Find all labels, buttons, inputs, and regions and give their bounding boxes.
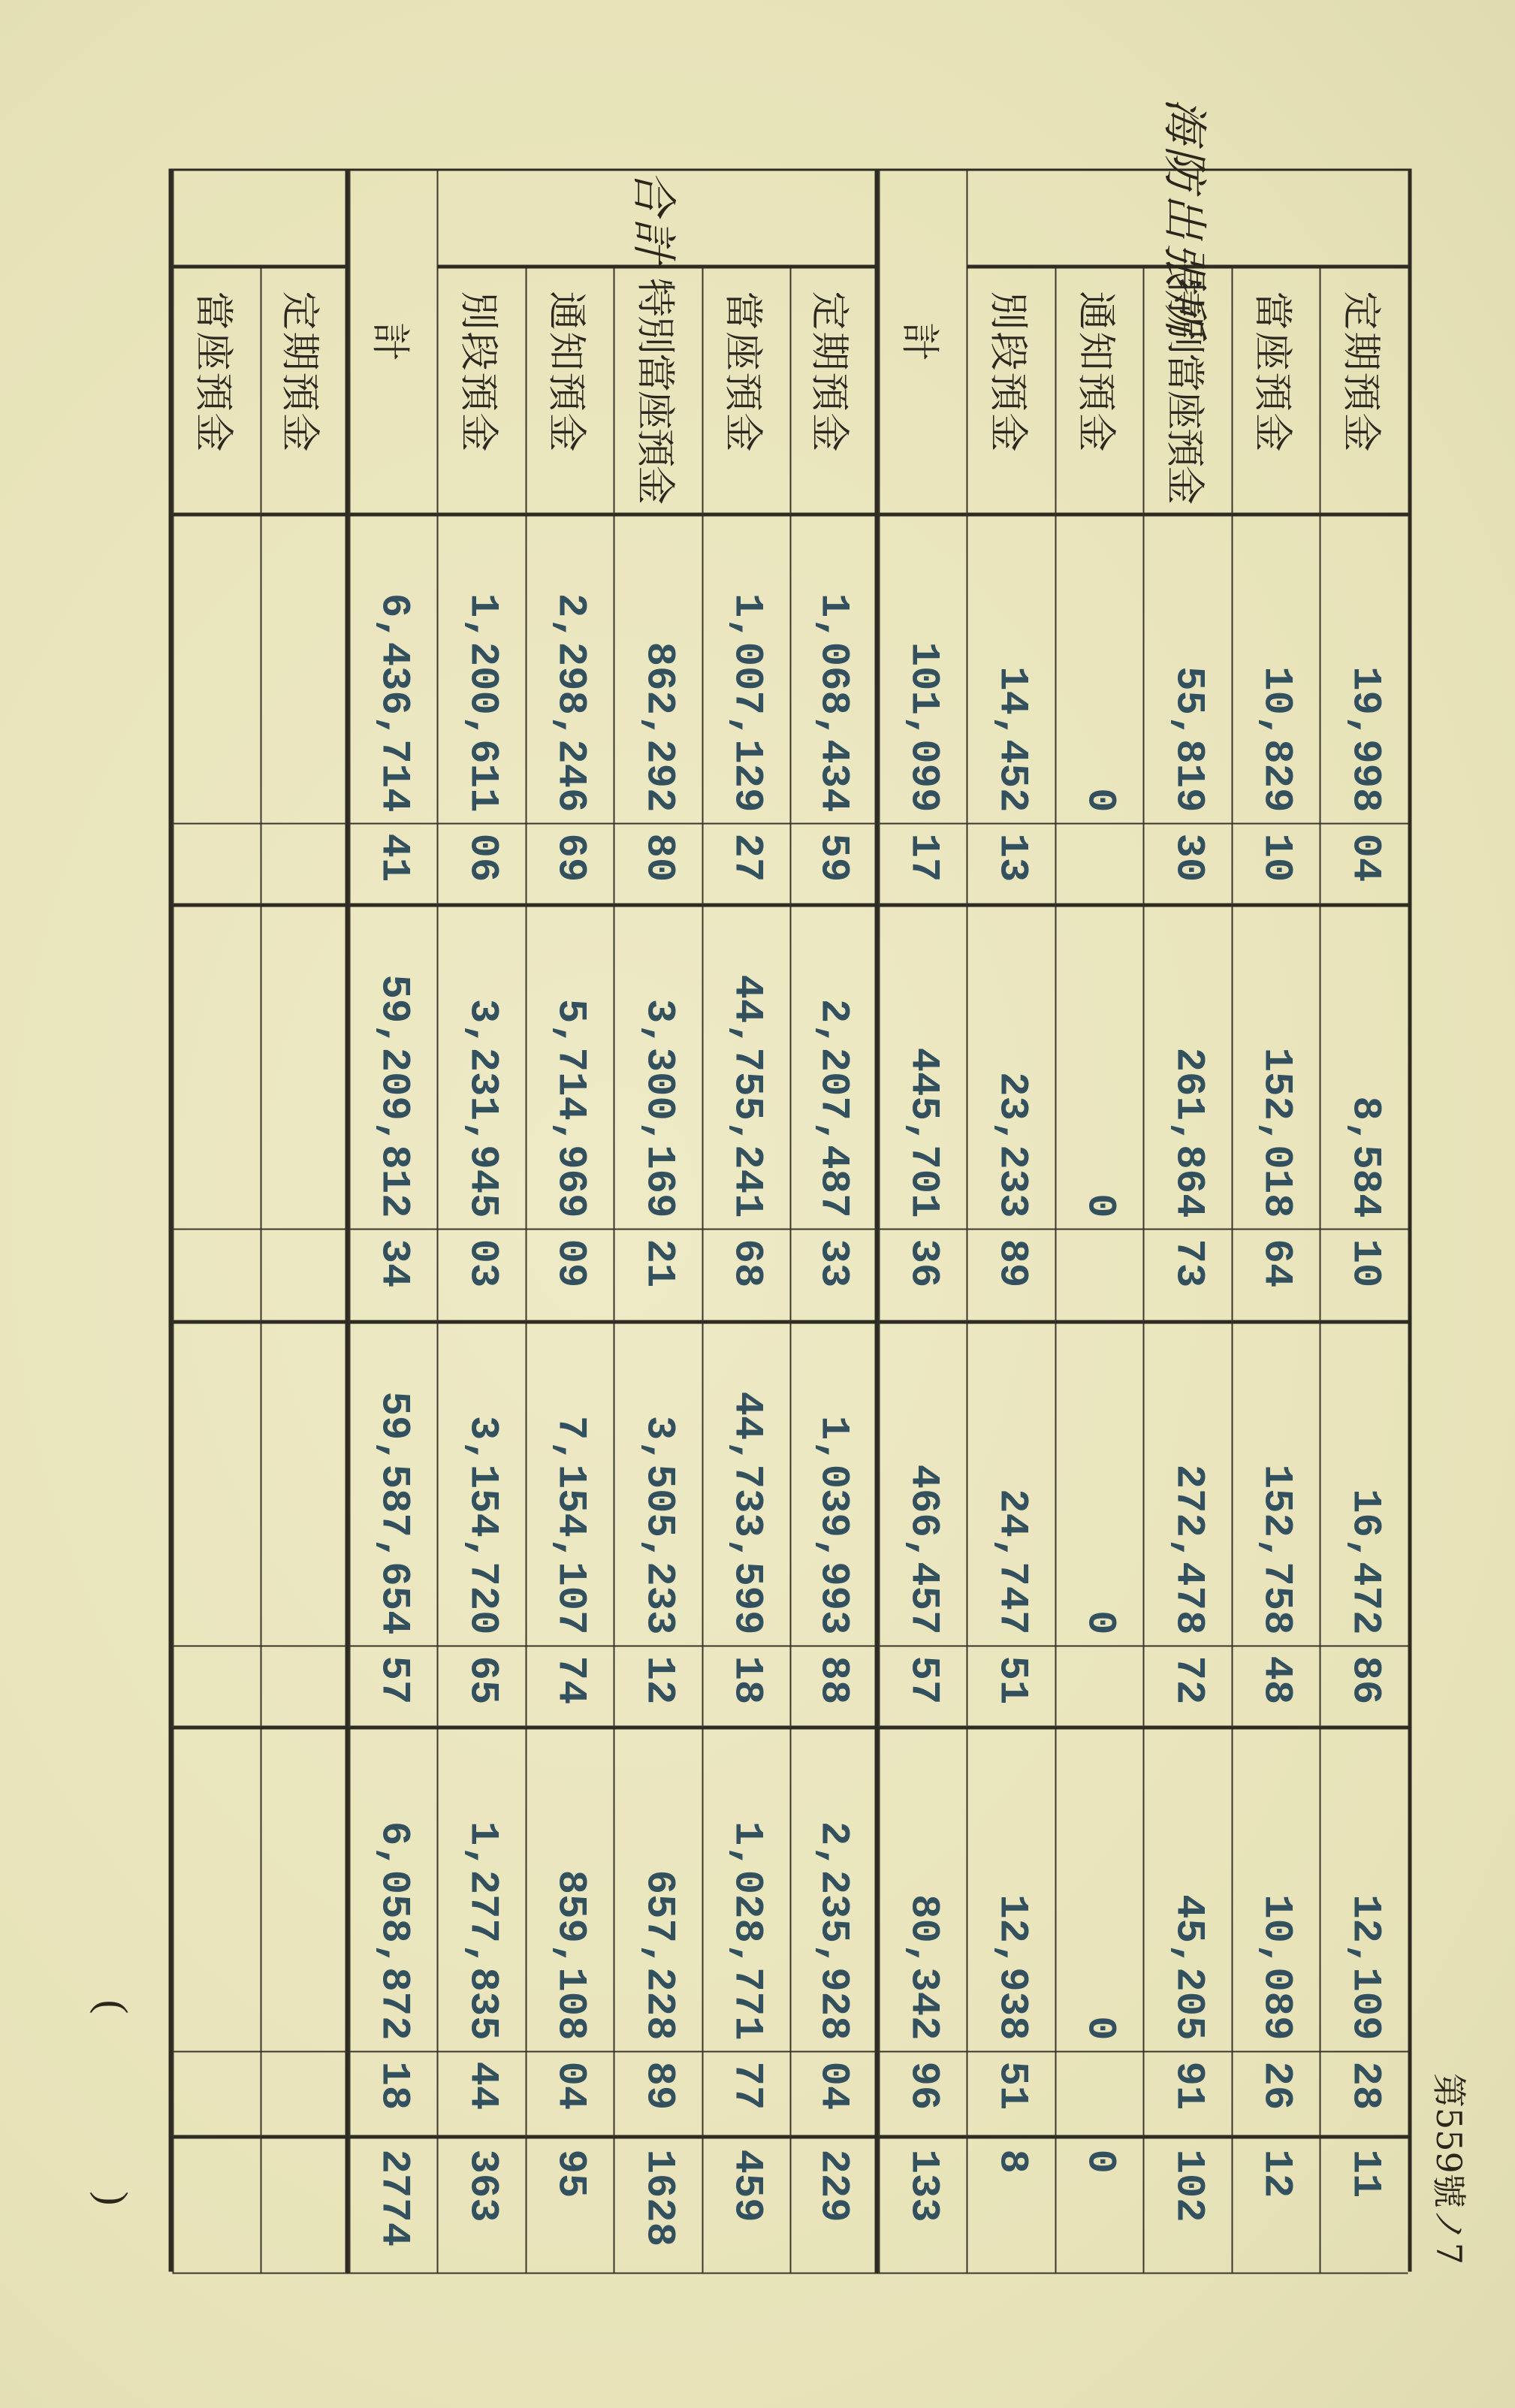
account-count: 0 <box>1055 2139 1144 2274</box>
amount-sen: 09 <box>526 1230 614 1324</box>
amount-yen: 14,452 <box>967 517 1055 825</box>
amount-sen <box>173 2053 261 2139</box>
amount-sen <box>261 1647 349 1730</box>
amount-sen: 10 <box>1232 825 1320 907</box>
amount-yen: 55,819 <box>1143 517 1232 825</box>
account-count: 229 <box>790 2139 879 2274</box>
amount-sen: 28 <box>1320 2053 1408 2139</box>
row-label: 別段預金 <box>437 269 526 517</box>
amount-yen <box>173 517 261 825</box>
total-account-count: 2774 <box>349 2139 438 2274</box>
amount-yen: 862,292 <box>614 517 702 825</box>
amount-yen: 2,207,487 <box>790 907 879 1230</box>
amount-sen: 65 <box>437 1647 526 1730</box>
row-label: 定期預金 <box>261 269 349 517</box>
total-amount-yen: 6,436,714 <box>349 517 438 825</box>
total-amount-sen: 34 <box>349 1230 438 1324</box>
amount-yen: 0 <box>1055 1324 1144 1647</box>
amount-yen: 2,235,928 <box>790 1730 879 2053</box>
amount-sen: 72 <box>1143 1647 1232 1730</box>
account-count: 12 <box>1232 2139 1320 2274</box>
total-amount-yen: 80,342 <box>879 1730 967 2053</box>
deposit-table <box>169 98 1412 2272</box>
total-label: 計 <box>349 171 438 517</box>
row-label: 別段預金 <box>967 269 1055 517</box>
amount-sen: 12 <box>614 1647 702 1730</box>
account-count: 102 <box>1143 2139 1232 2274</box>
row-label: 通知預金 <box>1055 269 1144 517</box>
account-count: 11 <box>1320 2139 1408 2274</box>
row-label: 定期預金 <box>790 269 879 517</box>
amount-sen <box>261 2053 349 2139</box>
deposit-ledger-sheet <box>169 98 1412 2272</box>
total-amount-sen: 57 <box>879 1647 967 1730</box>
total-label: 計 <box>879 171 967 517</box>
group-label: 合計 <box>437 171 879 269</box>
amount-yen: 0 <box>1055 907 1144 1230</box>
row-label: 通知預金 <box>526 269 614 517</box>
amount-yen: 1,028,771 <box>702 1730 791 2053</box>
amount-yen: 152,018 <box>1232 907 1320 1230</box>
amount-yen: 3,154,720 <box>437 1324 526 1647</box>
amount-yen: 44,755,241 <box>702 907 791 1230</box>
account-count: 95 <box>526 2139 614 2274</box>
amount-sen: 64 <box>1232 1230 1320 1324</box>
page-number: 第559號ノ7 <box>1429 2073 1469 2265</box>
total-amount-sen: 36 <box>879 1230 967 1324</box>
amount-sen: 03 <box>437 1230 526 1324</box>
account-count: 363 <box>437 2139 526 2274</box>
amount-sen <box>1055 1647 1144 1730</box>
amount-sen <box>173 825 261 907</box>
bracket-close: ) <box>89 2191 136 2206</box>
amount-yen: 16,472 <box>1320 1324 1408 1647</box>
amount-yen <box>173 1324 261 1647</box>
amount-yen: 45,205 <box>1143 1730 1232 2053</box>
group-label: 海防出張所 <box>967 171 1408 269</box>
total-amount-sen: 41 <box>349 825 438 907</box>
amount-sen: 21 <box>614 1230 702 1324</box>
account-count: 459 <box>702 2139 791 2274</box>
account-count <box>173 2139 261 2274</box>
amount-sen: 88 <box>790 1647 879 1730</box>
amount-sen <box>1055 1230 1144 1324</box>
bracket-open: ( <box>89 1999 136 2014</box>
amount-sen: 44 <box>437 2053 526 2139</box>
amount-yen: 10,829 <box>1232 517 1320 825</box>
amount-sen: 59 <box>790 825 879 907</box>
amount-yen: 0 <box>1055 517 1144 825</box>
total-amount-sen: 96 <box>879 2053 967 2139</box>
amount-yen: 0 <box>1055 1730 1144 2053</box>
account-count <box>261 2139 349 2274</box>
amount-yen: 19,998 <box>1320 517 1408 825</box>
amount-sen: 10 <box>1320 1230 1408 1324</box>
amount-yen: 1,068,434 <box>790 517 879 825</box>
amount-yen: 7,154,107 <box>526 1324 614 1647</box>
amount-sen: 04 <box>790 2053 879 2139</box>
amount-yen: 23,233 <box>967 907 1055 1230</box>
amount-yen <box>261 907 349 1230</box>
amount-yen: 12,109 <box>1320 1730 1408 2053</box>
row-label: 當座預金 <box>702 269 791 517</box>
amount-yen <box>173 907 261 1230</box>
amount-sen: 73 <box>1143 1230 1232 1324</box>
amount-sen <box>1055 825 1144 907</box>
amount-sen: 27 <box>702 825 791 907</box>
amount-sen: 51 <box>967 2053 1055 2139</box>
row-label: 特別當座預金 <box>614 269 702 517</box>
total-amount-yen: 59,209,812 <box>349 907 438 1230</box>
amount-yen: 272,478 <box>1143 1324 1232 1647</box>
amount-yen: 12,938 <box>967 1730 1055 2053</box>
amount-sen: 04 <box>526 2053 614 2139</box>
amount-yen: 261,864 <box>1143 907 1232 1230</box>
amount-yen: 3,300,169 <box>614 907 702 1230</box>
amount-sen: 06 <box>437 825 526 907</box>
amount-sen: 18 <box>702 1647 791 1730</box>
amount-yen: 3,505,233 <box>614 1324 702 1647</box>
amount-sen: 77 <box>702 2053 791 2139</box>
amount-yen: 1,007,129 <box>702 517 791 825</box>
total-amount-yen: 466,457 <box>879 1324 967 1647</box>
total-amount-sen: 17 <box>879 825 967 907</box>
total-amount-yen: 6,058,872 <box>349 1730 438 2053</box>
amount-yen: 3,231,945 <box>437 907 526 1230</box>
amount-sen: 69 <box>526 825 614 907</box>
amount-sen <box>173 1230 261 1324</box>
amount-sen: 89 <box>967 1230 1055 1324</box>
amount-yen: 1,200,611 <box>437 517 526 825</box>
amount-yen: 1,277,835 <box>437 1730 526 2053</box>
total-amount-sen: 57 <box>349 1647 438 1730</box>
total-amount-yen: 101,099 <box>879 517 967 825</box>
total-amount-sen: 18 <box>349 2053 438 2139</box>
amount-yen: 8,584 <box>1320 907 1408 1230</box>
account-count: 1628 <box>614 2139 702 2274</box>
group-label <box>173 171 349 269</box>
amount-sen: 89 <box>614 2053 702 2139</box>
amount-sen: 68 <box>702 1230 791 1324</box>
amount-sen: 86 <box>1320 1647 1408 1730</box>
amount-yen: 24,747 <box>967 1324 1055 1647</box>
amount-sen: 74 <box>526 1647 614 1730</box>
amount-sen <box>173 1647 261 1730</box>
amount-yen <box>261 1324 349 1647</box>
amount-sen: 80 <box>614 825 702 907</box>
row-label: 定期預金 <box>1320 269 1408 517</box>
amount-yen: 44,733,599 <box>702 1324 791 1647</box>
total-amount-yen: 59,587,654 <box>349 1324 438 1647</box>
amount-sen <box>261 825 349 907</box>
amount-yen: 5,714,969 <box>526 907 614 1230</box>
amount-sen: 33 <box>790 1230 879 1324</box>
amount-sen: 13 <box>967 825 1055 907</box>
amount-sen: 26 <box>1232 2053 1320 2139</box>
row-label: 當座預金 <box>173 269 261 517</box>
total-account-count: 133 <box>879 2139 967 2274</box>
total-amount-yen: 445,701 <box>879 907 967 1230</box>
amount-yen <box>261 517 349 825</box>
amount-sen <box>1055 2053 1144 2139</box>
amount-sen <box>261 1230 349 1324</box>
amount-yen: 1,039,993 <box>790 1324 879 1647</box>
amount-yen: 2,298,246 <box>526 517 614 825</box>
amount-sen: 91 <box>1143 2053 1232 2139</box>
row-label: 當座預金 <box>1232 269 1320 517</box>
amount-yen: 152,758 <box>1232 1324 1320 1647</box>
amount-sen: 04 <box>1320 825 1408 907</box>
amount-yen <box>261 1730 349 2053</box>
amount-sen: 51 <box>967 1647 1055 1730</box>
account-count: 8 <box>967 2139 1055 2274</box>
amount-sen: 48 <box>1232 1647 1320 1730</box>
amount-yen: 859,108 <box>526 1730 614 2053</box>
row-label: 特別當座預金 <box>1143 269 1232 517</box>
amount-sen: 30 <box>1143 825 1232 907</box>
amount-yen: 10,089 <box>1232 1730 1320 2053</box>
amount-yen <box>173 1730 261 2053</box>
amount-yen: 657,228 <box>614 1730 702 2053</box>
